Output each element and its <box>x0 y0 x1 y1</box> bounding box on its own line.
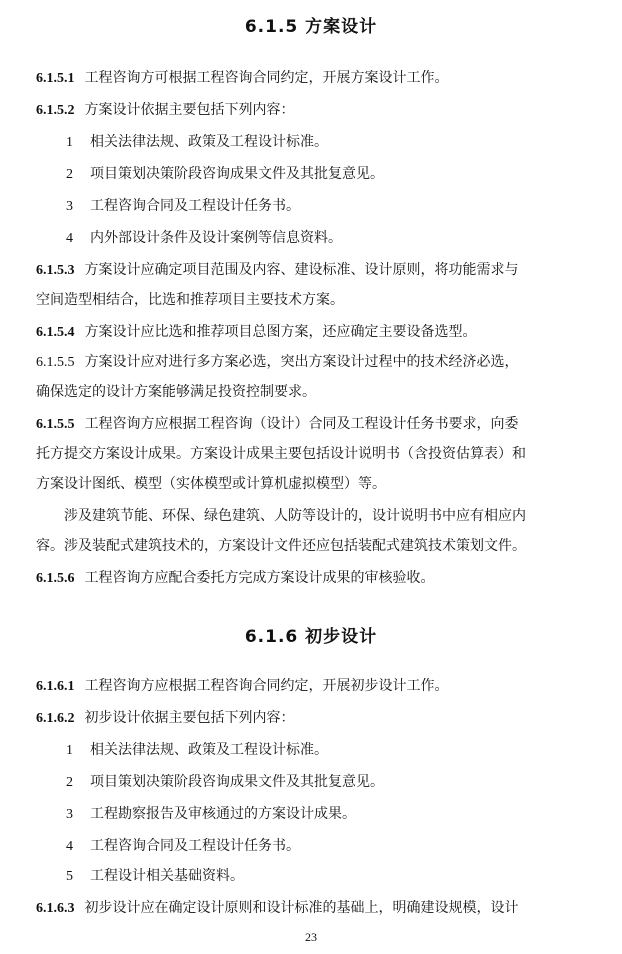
list-item-text: 工程设计相关基础资料。 <box>90 868 244 884</box>
list-item-text: 内外部设计条件及设计案例等信息资料。 <box>90 230 342 246</box>
clause-text: 工程咨询方应根据工程咨询合同约定，开展初步设计工作。 <box>84 678 449 694</box>
list-item-text: 项目策划决策阶段咨询成果文件及其批复意见。 <box>90 774 384 790</box>
list-item-number: 4 <box>66 231 73 246</box>
paragraph-continuation: 容。涉及装配式建筑技术的，方案设计文件还应包括装配式建筑技术策划文件。 <box>36 538 526 554</box>
clause-number: 6.1.5.5 <box>36 355 75 370</box>
clause-number: 6.1.5.3 <box>36 263 75 278</box>
clause-6-1-5-5b <box>36 414 596 435</box>
clause-text: 工程咨询方应根据工程咨询（设计）合同及工程设计任务书要求，向委 <box>84 416 519 432</box>
clause-6-1-5-3 <box>36 260 596 281</box>
clause-text: 初步设计依据主要包括下列内容： <box>84 710 295 726</box>
clause-continuation: 方案设计图纸、模型（实体模型或计算机虚拟模型）等。 <box>36 476 386 492</box>
clause-6-1-6-1 <box>36 676 596 697</box>
clause-continuation: 托方提交方案设计成果。方案设计成果主要包括设计说明书（含投资估算表）和 <box>36 446 526 462</box>
clause-number: 6.1.6.1 <box>36 679 75 694</box>
section-heading-6-1-6: 6.1.6 初步设计 <box>244 627 378 647</box>
list-item <box>66 740 586 761</box>
list-item-text: 相关法律法规、政策及工程设计标准。 <box>90 134 328 150</box>
list-item-text: 工程咨询合同及工程设计任务书。 <box>90 838 300 854</box>
clause-continuation: 确保选定的设计方案能够满足投资控制要求。 <box>36 384 316 400</box>
list-item <box>66 196 586 217</box>
list-item-number: 3 <box>66 199 73 214</box>
list-item <box>66 132 586 153</box>
clause-number: 6.1.5.5 <box>36 417 75 432</box>
clause-text: 工程咨询方可根据工程咨询合同约定，开展方案设计工作。 <box>84 70 449 86</box>
page-number: 23 <box>305 930 317 944</box>
clause-6-1-6-2 <box>36 708 596 729</box>
list-item-number: 5 <box>66 869 73 884</box>
paragraph-indented: 涉及建筑节能、环保、绿色建筑、人防等设计的，设计说明书中应有相应内 <box>64 508 526 524</box>
list-item <box>66 866 586 887</box>
list-item <box>66 164 586 185</box>
list-item-number: 1 <box>66 135 73 150</box>
list-item-number: 2 <box>66 775 73 790</box>
list-item-number: 2 <box>66 167 73 182</box>
clause-6-1-5-2 <box>36 100 596 121</box>
clause-number: 6.1.5.4 <box>36 325 75 340</box>
clause-text: 方案设计应比选和推荐项目总图方案，还应确定主要设备选型。 <box>84 324 477 340</box>
clause-number: 6.1.5.1 <box>36 71 75 86</box>
list-item-number: 1 <box>66 743 73 758</box>
clause-6-1-5-4 <box>36 322 596 343</box>
clause-number: 6.1.5.6 <box>36 571 75 586</box>
clause-6-1-5-1 <box>36 68 596 89</box>
clause-6-1-5-5a <box>36 352 596 373</box>
clause-number: 6.1.6.3 <box>36 901 75 916</box>
clause-number: 6.1.6.2 <box>36 711 75 726</box>
list-item <box>66 772 586 793</box>
clause-text: 方案设计依据主要包括下列内容： <box>84 102 295 118</box>
list-item-text: 工程勘察报告及审核通过的方案设计成果。 <box>90 806 356 822</box>
clause-6-1-5-6 <box>36 568 596 589</box>
list-item-text: 相关法律法规、政策及工程设计标准。 <box>90 742 328 758</box>
clause-continuation: 空间造型相结合，比选和推荐项目主要技术方案。 <box>36 292 344 308</box>
clause-number: 6.1.5.2 <box>36 103 75 118</box>
clause-text: 方案设计应确定项目范围及内容、建设标准、设计原则，将功能需求与 <box>84 262 519 278</box>
list-item <box>66 836 586 857</box>
clause-text: 工程咨询方应配合委托方完成方案设计成果的审核验收。 <box>84 570 435 586</box>
list-item-number: 3 <box>66 807 73 822</box>
section-heading-6-1-5: 6.1.5 方案设计 <box>244 17 378 37</box>
list-item <box>66 228 586 249</box>
list-item-text: 项目策划决策阶段咨询成果文件及其批复意见。 <box>90 166 384 182</box>
list-item-number: 4 <box>66 839 73 854</box>
list-item-text: 工程咨询合同及工程设计任务书。 <box>90 198 300 214</box>
clause-text: 初步设计应在确定设计原则和设计标准的基础上，明确建设规模，设计 <box>84 900 519 916</box>
list-item <box>66 804 586 825</box>
clause-6-1-6-3 <box>36 898 596 919</box>
clause-text: 方案设计应对进行多方案必选，突出方案设计过程中的技术经济必选， <box>84 354 519 370</box>
